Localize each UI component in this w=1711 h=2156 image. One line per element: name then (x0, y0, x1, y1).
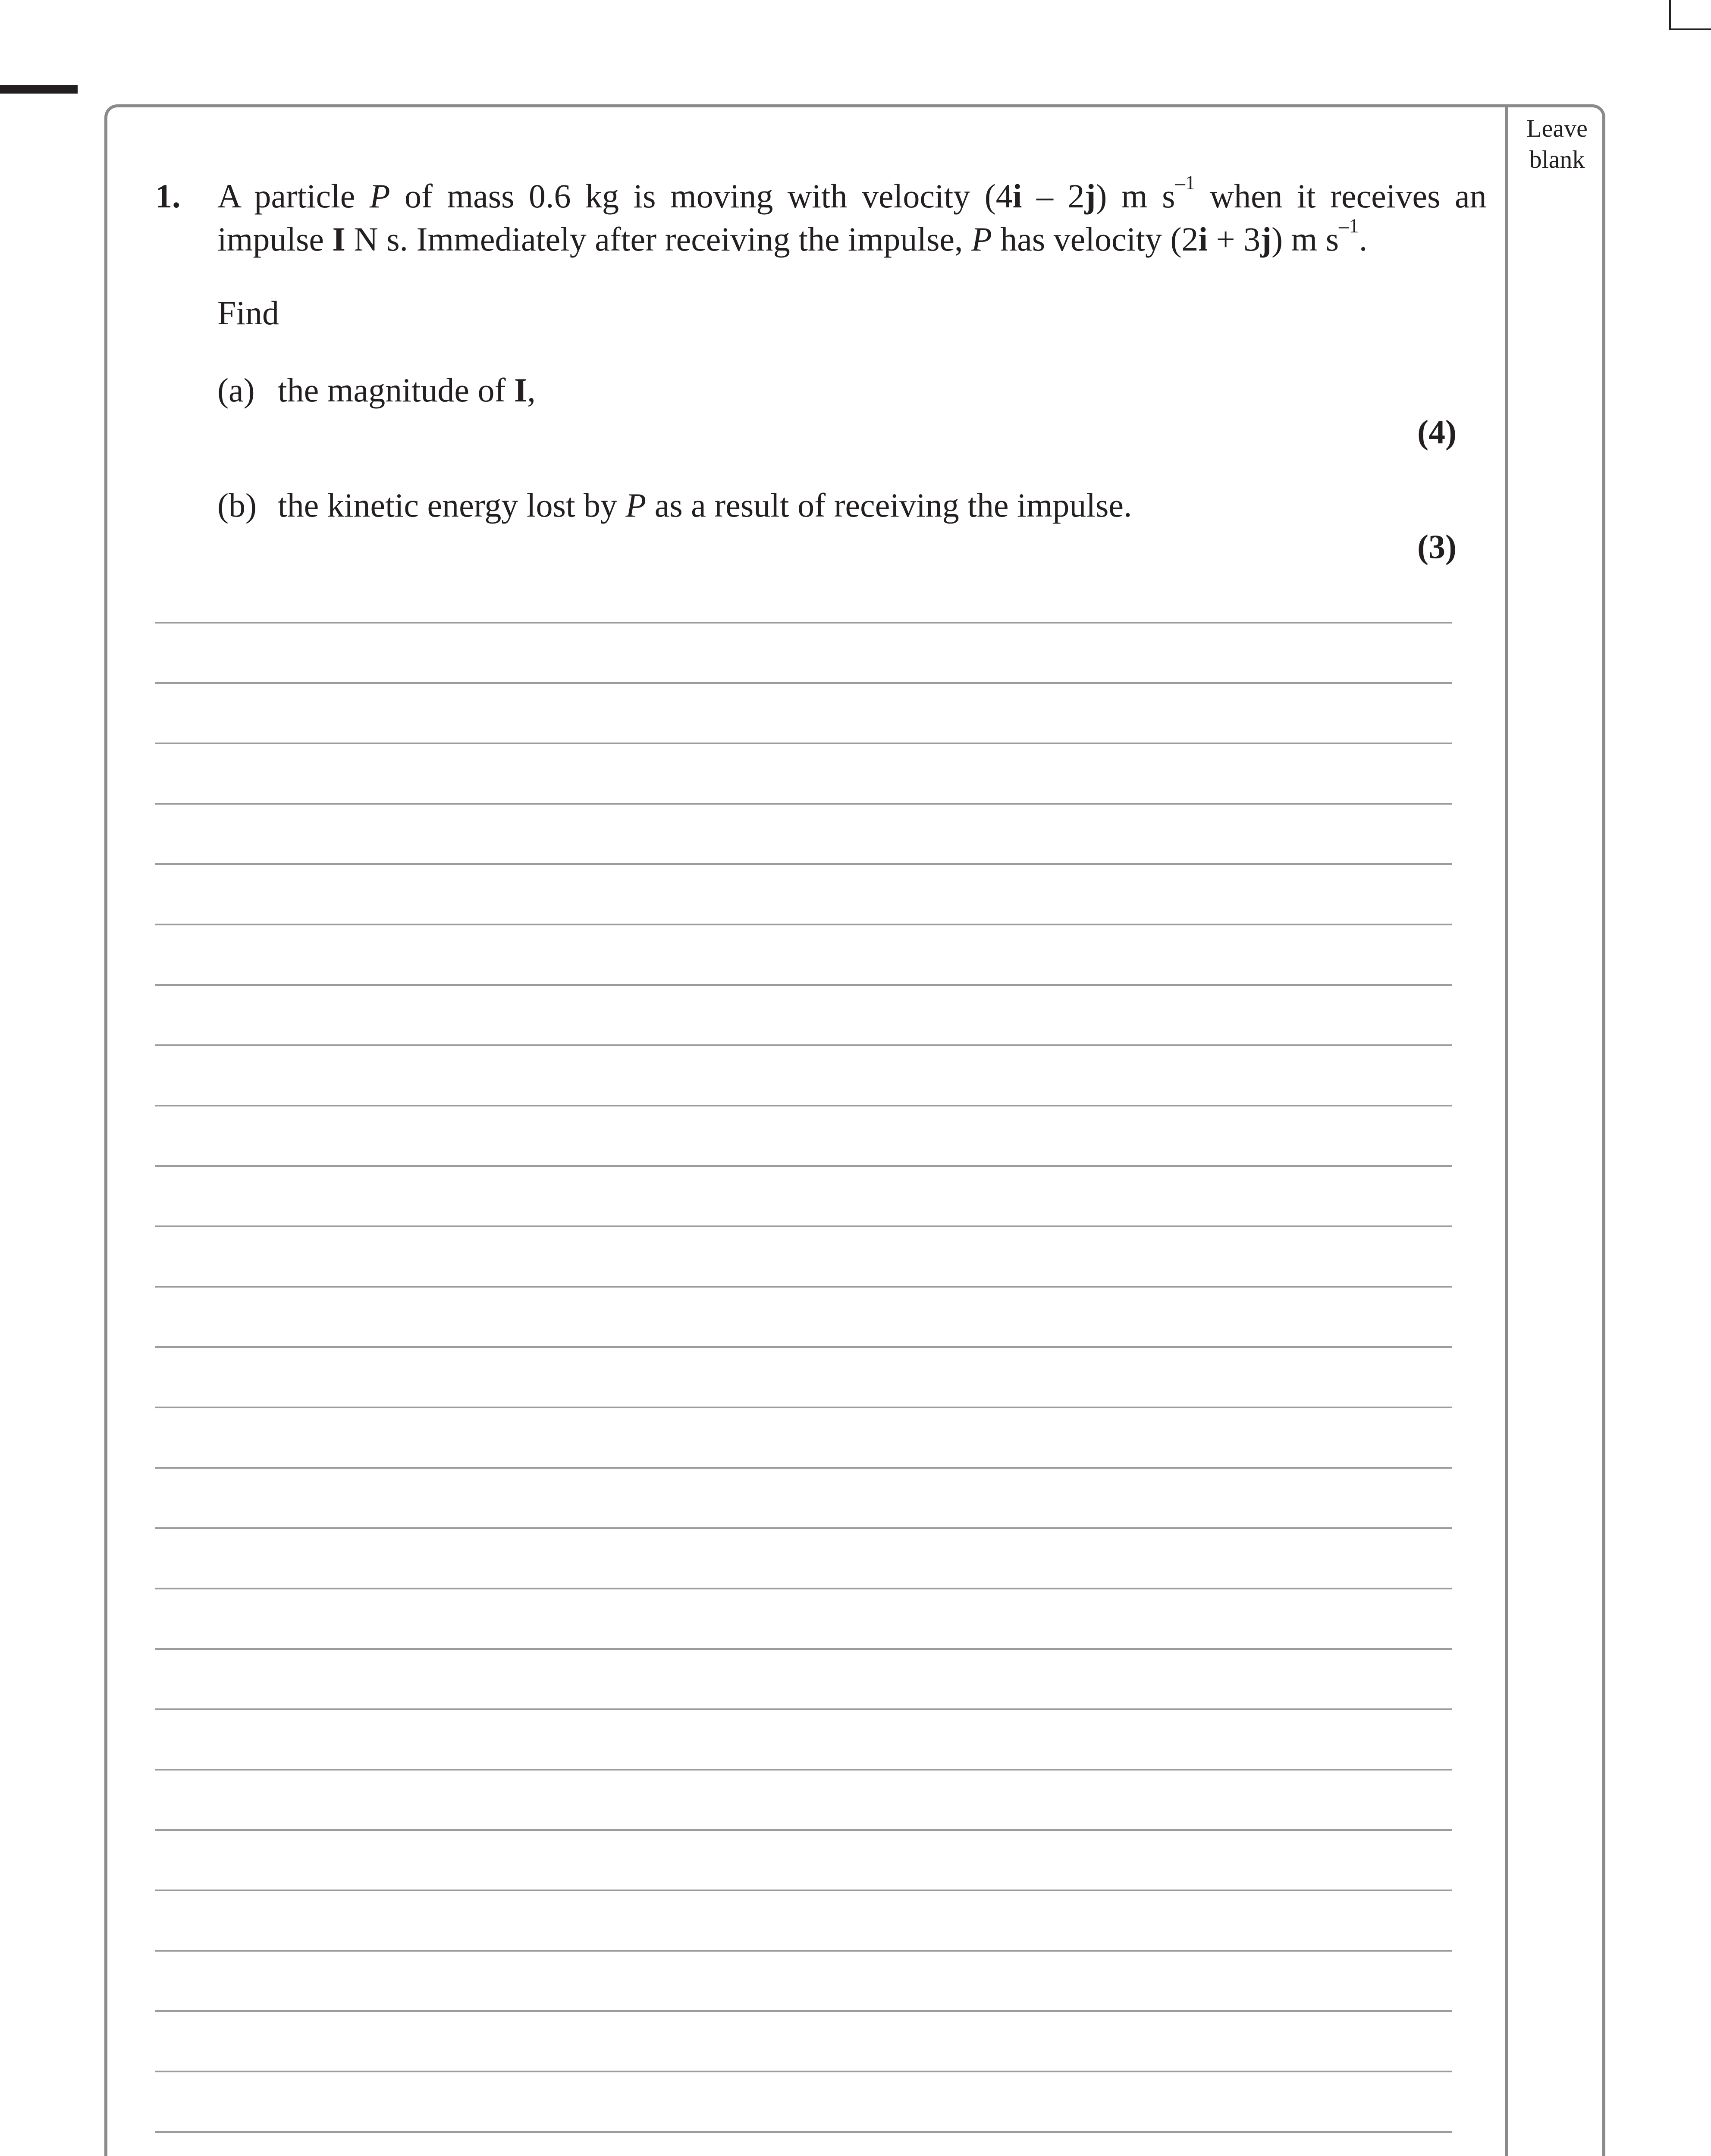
answer-line[interactable] (155, 1346, 1452, 1348)
answer-line[interactable] (155, 984, 1452, 986)
leave-blank-line2: blank (1529, 145, 1585, 173)
question-line-2: impulse I N s. Immediately after receiving the impulse, P has velocity (2i + 3j) m $s^{-1}$. (217, 214, 1368, 258)
answer-line[interactable] (155, 1829, 1452, 1831)
leave-blank-line1: Leave (1526, 114, 1588, 142)
question-line-1: A particle P of mass 0.6 kg is moving with velocity (4i – 2j) m $s^{-1}$ when it receives an (217, 171, 1487, 215)
answer-line[interactable] (155, 1407, 1452, 1408)
find-label: Find (217, 294, 279, 332)
question-number: 1. (155, 177, 181, 215)
answer-line[interactable] (155, 1286, 1452, 1288)
registration-mark-top (0, 85, 78, 94)
answer-line[interactable] (155, 682, 1452, 684)
part-b: (b) the kinetic energy lost by P as a result of receiving the impulse. (217, 484, 1132, 527)
part-a-marks: (4) (1417, 413, 1457, 451)
answer-frame (104, 104, 1605, 2156)
answer-line[interactable] (155, 1165, 1452, 1167)
answer-line[interactable] (155, 1225, 1452, 1227)
answer-line[interactable] (155, 1890, 1452, 1891)
part-a-label: (a) (217, 371, 255, 409)
answer-line[interactable] (155, 743, 1452, 744)
answer-line[interactable] (155, 2071, 1452, 2072)
answer-line[interactable] (155, 622, 1452, 624)
answer-line[interactable] (155, 1708, 1452, 1710)
answer-line[interactable] (155, 2131, 1452, 2133)
answer-line[interactable] (155, 1105, 1452, 1106)
part-b-marks: (3) (1417, 528, 1457, 565)
answer-line[interactable] (155, 1648, 1452, 1650)
leave-blank-divider (1505, 106, 1508, 2156)
part-a: (a) the magnitude of I, (217, 369, 536, 412)
answer-line[interactable] (155, 1467, 1452, 1469)
answer-line[interactable] (155, 1950, 1452, 1952)
crop-mark-top-right (1669, 0, 1671, 30)
answer-line[interactable] (155, 863, 1452, 865)
answer-line[interactable] (155, 2010, 1452, 2012)
answer-line[interactable] (155, 803, 1452, 805)
answer-line[interactable] (155, 924, 1452, 925)
crop-mark-top-right-h (1669, 28, 1711, 30)
answer-line[interactable] (155, 1769, 1452, 1771)
answer-line[interactable] (155, 1588, 1452, 1589)
part-b-label: (b) (217, 486, 257, 524)
answer-line[interactable] (155, 1044, 1452, 1046)
leave-blank-label (1510, 113, 1604, 175)
answer-line[interactable] (155, 1527, 1452, 1529)
question-stem (217, 171, 1487, 261)
